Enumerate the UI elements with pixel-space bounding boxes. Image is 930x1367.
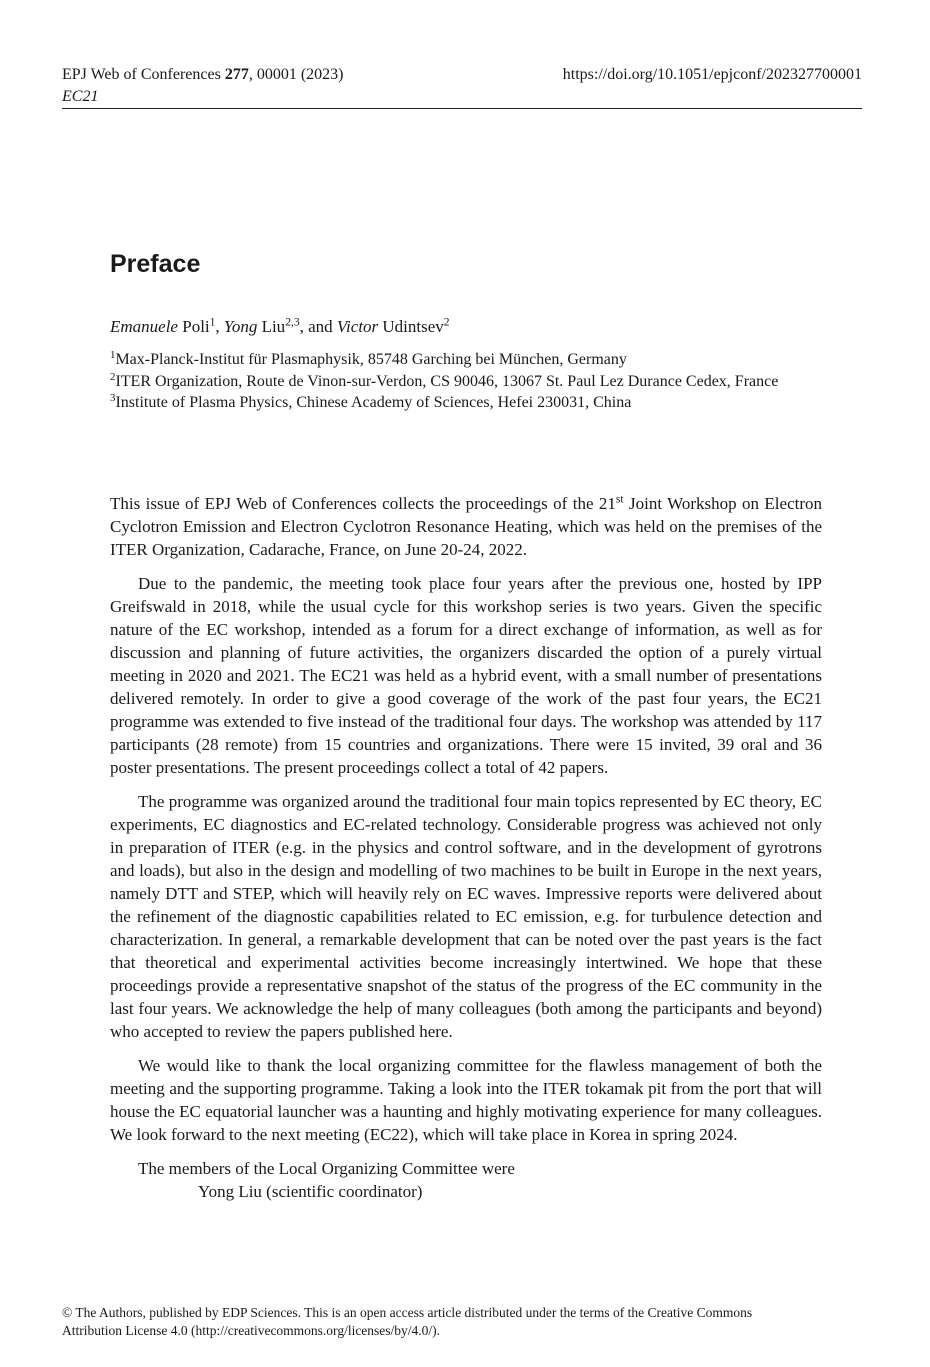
- author: Victor Udintsev$^2$: [336, 315, 450, 336]
- volume-number: 277: [224, 66, 249, 83]
- affiliation: $^1$Max-Planck-Institut für Plasmaphysik, 85748 Garching bei München, Germany: [110, 349, 627, 368]
- affiliation: $^3$Institute of Plasma Physics, Chinese Academy of Sciences, Hefei 230031, China: [110, 392, 632, 411]
- affiliation: $^2$ITER Organization, Route de Vinon-sur-Verdon, CS 90046, 13067 St. Paul Lez Durance Cedex, France: [110, 370, 779, 390]
- conference-label: EC21: [62, 88, 99, 105]
- paragraph: Due to the pandemic, the meeting took place four years after the previous one, hosted by IPP Greifswald in 2018, while the usual cycle for this workshop series is two years. Given the specific nature of the EC workshop, intended as a forum for a direct exchange of information, as well as for discussion and planning of future activities, the organizers discarded the option of a purely virtual meeting in 2020 and 2021. The EC21 was held as a hybrid event, with a small number of presentations delivered remotely. In order to give a good coverage of the work of the past four years, the EC21 programme was extended to five instead of the traditional four days. The workshop was attended by 117 participants (28 remote) from 15 countries and organizations. There were 15 invited, 39 oral and 36 poster presentations. The present proceedings collect a total of 42 papers.: [110, 574, 822, 777]
- journal-name: EPJ Web of Conferences: [62, 66, 225, 83]
- page-title: Preface: [110, 250, 201, 278]
- paragraph: This issue of EPJ Web of Conferences collects the proceedings of the 21st Joint Workshop on Electron Cyclotron Emission and Electron Cyclotron Resonance Heating, which was held on the premises of the ITER Organization, Cadarache, France, on June 20-24, 2022.: [110, 492, 822, 559]
- affiliation-list: [110, 349, 822, 414]
- committee-intro: The members of the Local Organizing Committee were: [138, 1159, 515, 1178]
- paragraph: We would like to thank the local organizing committee for the flawless management of both the meeting and the supporting programme. Taking a look into the ITER tokamak pit from the port that will house the EC equatorial launcher was a haunting and highly motivating experience for many colleagues. We look forward to the next meeting (EC22), which will take place in Korea in spring 2024.: [110, 1056, 822, 1144]
- committee-list: [110, 1157, 822, 1203]
- journal-citation: [62, 64, 343, 86]
- paragraph: The programme was organized around the traditional four main topics represented by EC theory, EC experiments, EC diagnostics and EC-related technology. Considerable progress was achieved not only in preparation of ITER (e.g. in the physics and control software, and in the development of gyrotrons and loads), but also in the design and modelling of two machines to be built in Europe in the next years, namely DTT and STEP, which will heavily rely on EC waves. Impressive reports were delivered about the refinement of the diagnostic capabilities related to EC emission, e.g. for turbulence detection and characterization. In general, a remarkable development that can be noted over the past years is the fact that theoretical and experimental activities become increasingly intertwined. We hope that these proceedings provide a representative snapshot of the status of the progress of the EC community in the last four years. We acknowledge the help of many colleagues (both among the participants and beyond) who accepted to review the papers published here.: [110, 792, 822, 1041]
- committee-member: Yong Liu (scientific coordinator): [198, 1182, 423, 1201]
- license-line: © The Authors, published by EDP Sciences. This is an open access article distributed under the terms of the Creative Commons: [62, 1305, 753, 1320]
- doi-link[interactable]: https://doi.org/10.1051/epjconf/202327700001: [562, 66, 862, 83]
- author-list: Emanuele Poli$^1$, Yong Liu$^{2,3}$, and Victor Udintsev$^2$: [110, 315, 450, 336]
- preface-body: [110, 492, 822, 1203]
- author: Yong Liu$^{2,3}$: [223, 315, 300, 336]
- license-line: Attribution License 4.0 (http://creativecommons.org/licenses/by/4.0/).: [62, 1323, 441, 1338]
- license-footer: [62, 1304, 862, 1340]
- header-divider: [62, 108, 862, 109]
- citation-rest: , 00001 (2023): [248, 66, 344, 83]
- author: Emanuele Poli$^1$: [110, 315, 216, 336]
